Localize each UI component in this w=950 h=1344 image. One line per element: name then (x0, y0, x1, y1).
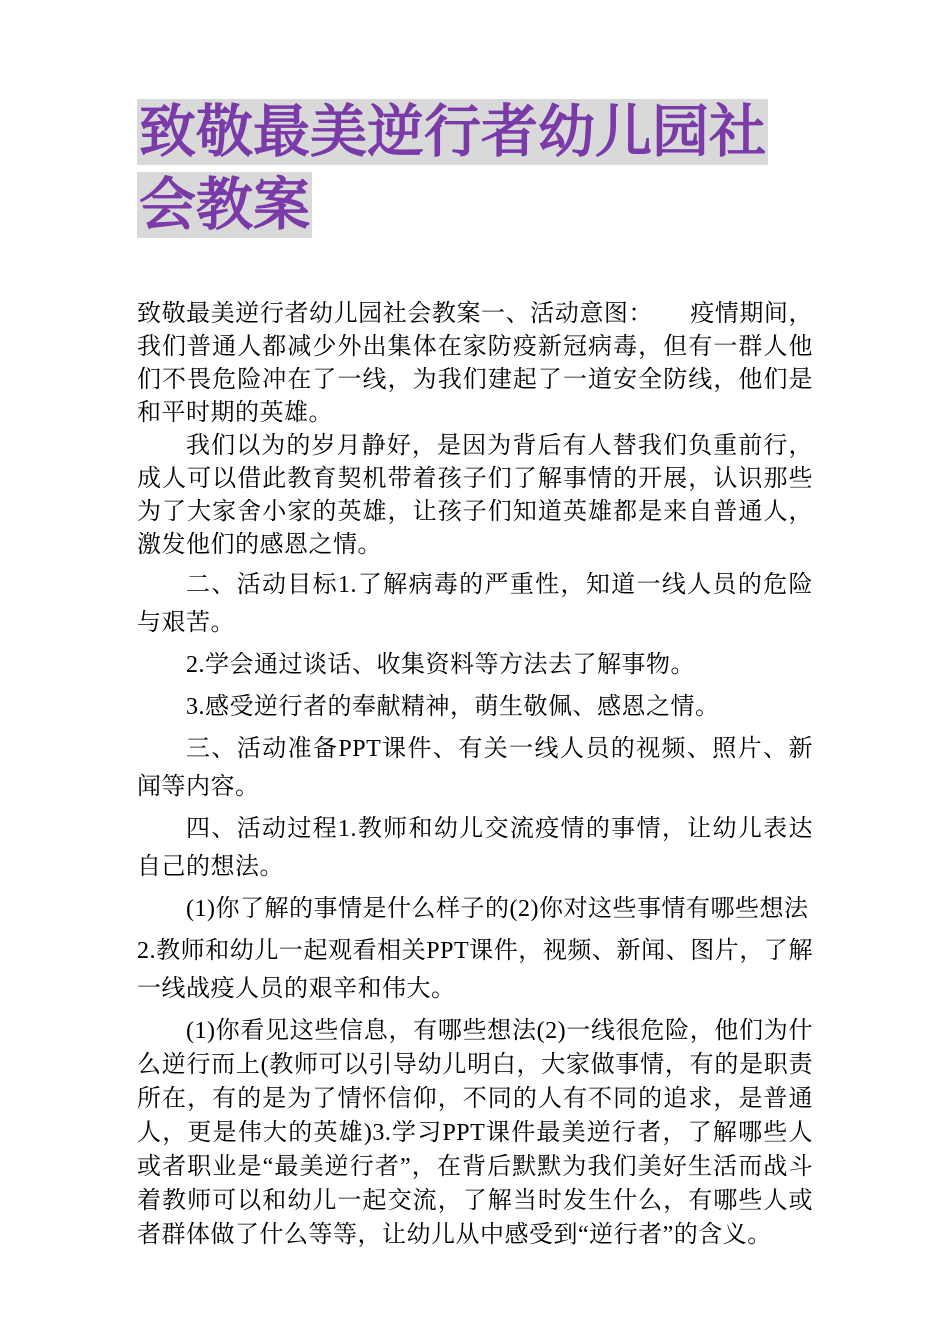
document-title-text: 致敬最美逆行者幼儿园社会教案 (139, 100, 766, 237)
paragraph: 2.学会通过谈话、收集资料等方法去了解事物。 (186, 651, 695, 678)
paragraph: 二、活动目标1.了解病毒的严重性，知道一线人员的危险与艰苦。 (137, 571, 813, 636)
paragraph: 三、活动准备PPT课件、有关一线人员的视频、照片、新闻等内容。 (137, 735, 813, 800)
document-content (137, 0, 813, 1252)
paragraph: 2.教师和幼儿一起观看相关PPT课件，视频、新闻、图片，了解一线战疫人员的艰辛和伟大。 (137, 937, 813, 1002)
paragraph: 3.感受逆行者的奉献精神，萌生敬佩、感恩之情。 (186, 693, 720, 720)
document-title (137, 96, 813, 242)
paragraph: (1)你看见这些信息，有哪些想法(2)一线很危险，他们为什么逆行而上(教师可以引导幼儿明白，大家做事情，有的是职责所在，有的是为了情怀信仰，不同的人有不同的追求，是普通人，更是伟大的英雄)3.学习PPT课件最美逆行者，了解哪些人或者职业是“最美逆行者”，在背后默默为我们美好生活而战斗着教师可以和幼儿一起交流，了解当时发生什么，有哪些人或者群体做了什么等等，让幼儿从中感受到“逆行者”的含义。 (137, 1017, 813, 1248)
paragraph: (1)你了解的事情是什么样子的(2)你对这些事情有哪些想法 (186, 895, 809, 922)
paragraph: 致敬最美逆行者幼儿园社会教案一、活动意图： 疫情期间，我们普通人都减少外出集体在家防疫新冠病毒，但有一群人他们不畏危险冲在了一线，为我们建起了一道安全防线，他们是和平时期的英雄。 (137, 300, 813, 426)
document-body (137, 298, 813, 1252)
paragraph: 四、活动过程1.教师和幼儿交流疫情的事情，让幼儿表达自己的想法。 (137, 815, 813, 880)
paragraph: 我们以为的岁月静好，是因为背后有人替我们负重前行，成人可以借此教育契机带着孩子们了解事情的开展，认识那些为了大家舍小家的英雄，让孩子们知道英雄都是来自普通人，激发他们的感恩之情。 (137, 432, 813, 558)
